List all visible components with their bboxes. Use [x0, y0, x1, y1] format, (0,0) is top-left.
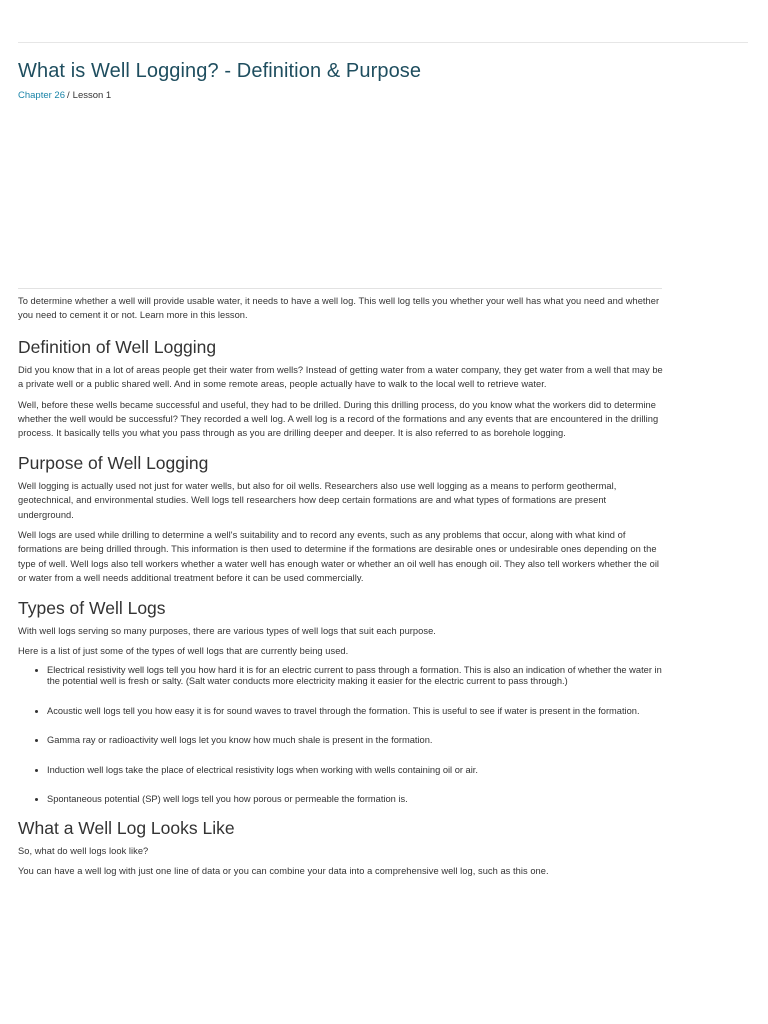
section-heading-looks: What a Well Log Looks Like	[18, 818, 235, 839]
list-item: • Acoustic well logs tell you how easy it is for sound waves to travel through the formation. This is useful to see if water is present in the formation.	[47, 706, 664, 718]
section-heading-types: Types of Well Logs	[18, 597, 166, 618]
breadcrumb-chapter-link[interactable]: Chapter 26	[18, 90, 66, 101]
breadcrumb	[18, 90, 111, 101]
breadcrumb-separator: /	[67, 90, 70, 101]
paragraph: Well logging is actually used not just for water wells, but also for oil wells. Researchers also use well logging as a means to perform geothermal, geotechnical, and environmental studies. Well logs tell researchers how deep certain formations are and what types of formations are present underground.	[18, 480, 617, 520]
intro-divider	[18, 288, 662, 289]
list-item: • Spontaneous potential (SP) well logs tell you how porous or permeable the formation is.	[47, 794, 664, 806]
paragraph: Here is a list of just some of the types of well logs that are currently being used.	[18, 646, 349, 657]
page-title: What is Well Logging? - Definition & Purpose	[18, 60, 422, 82]
paragraph: Did you know that in a lot of areas people get their water from wells? Instead of getting water from a water company, they get water from a well that may be a private well or a public shared well. And in some remote areas, people actually have to walk to the local well to retrieve water.	[18, 364, 663, 390]
well-log-types-list	[18, 665, 664, 807]
intro-text: To determine whether a well will provide usable water, it needs to have a well log. This well log tells you whether your well has what you need and whether you need to cement it or not. Learn more in this lesson.	[18, 296, 660, 321]
paragraph: So, what do well logs look like?	[18, 846, 149, 857]
section-heading-purpose: Purpose of Well Logging	[18, 452, 209, 473]
section-heading-definition: Definition of Well Logging	[18, 336, 217, 357]
paragraph: Well, before these wells became successful and useful, they had to be drilled. During this drilling process, do you know what the workers did to determine whether the well would be successful? They recorded a well log. A well log is a record of the formations and any events that are encountered in the drilling process. It basically tells you what you pass through as you are drilling deeper and deeper. It is also referred to as borehole logging.	[18, 399, 659, 439]
list-item: • Gamma ray or radioactivity well logs let you know how much shale is present in the formation.	[47, 735, 664, 747]
breadcrumb-lesson: Lesson 1	[72, 90, 112, 101]
list-item: • Induction well logs take the place of electrical resistivity logs when working with wells containing oil or air.	[47, 765, 664, 777]
media-placeholder	[18, 106, 662, 286]
top-divider	[18, 42, 748, 43]
lesson-content	[18, 294, 664, 885]
paragraph: You can have a well log with just one line of data or you can combine your data into a comprehensive well log, such as this one.	[18, 866, 549, 877]
list-item: • Electrical resistivity well logs tell you how hard it is for an electric current to pass through a formation. This is also an indication of whether the water in the potential well is fresh or salty. (Salt water conducts more electricity making it easier for the electric current to pass through.)	[47, 665, 664, 688]
paragraph: Well logs are used while drilling to determine a well's suitability and to record any events, such as any problems that occur, along with what kind of formations are being drilled through. This information is then used to determine if the formations are desirable ones or undesirable ones depending on the type of well. Well logs also tell workers whether a water well has enough water or whether an oil well has enough oil. They also tell workers whether the oil or water from a well needs additional treatment before it can be used commercially.	[18, 530, 660, 584]
paragraph: With well logs serving so many purposes, there are various types of well logs that suit each purpose.	[18, 625, 436, 636]
